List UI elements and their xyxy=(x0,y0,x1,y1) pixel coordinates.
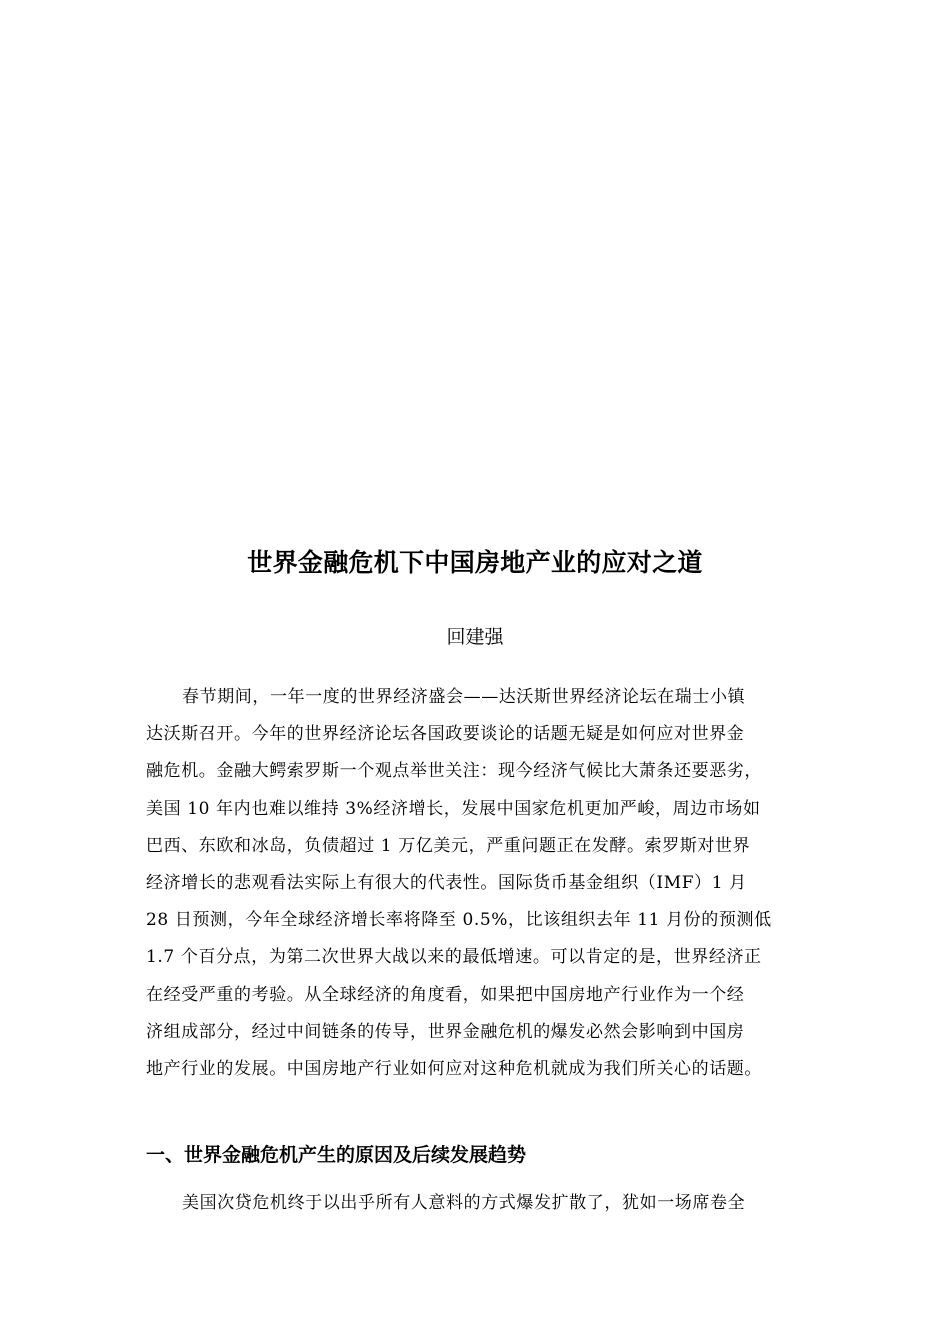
paragraph-line: 济组成部分，经过中间链条的传导，世界金融危机的爆发必然会影响到中国房 xyxy=(146,1021,745,1042)
paragraph-intro xyxy=(146,679,811,1088)
paragraph-line: 经济增长的悲观看法实际上有很大的代表性。国际货币基金组织（IMF）1 月 xyxy=(146,872,747,893)
paragraph-section1 xyxy=(146,1185,811,1222)
paragraph-line: 融危机。金融大鳄索罗斯一个观点举世关注：现今经济气候比大萧条还要恶劣， xyxy=(146,761,762,782)
author-name: 回建强 xyxy=(446,626,504,648)
document-title: 世界金融危机下中国房地产业的应对之道 xyxy=(247,548,703,577)
paragraph-line: 28 日预测，今年全球经济增长率将降至 0.5%，比该组织去年 11 月份的预测低 xyxy=(146,910,772,931)
paragraph-line: 达沃斯召开。今年的世界经济论坛各国政要谈论的话题无疑是如何应对世界金 xyxy=(146,724,745,745)
paragraph-line: 地产行业的发展。中国房地产行业如何应对这种危机就成为我们所关心的话题。 xyxy=(146,1058,762,1079)
paragraph-line: 美国 10 年内也难以维持 3%经济增长，发展中国家危机更加严峻，周边市场如 xyxy=(146,798,761,819)
paragraph-line: 在经受严重的考验。从全球经济的角度看，如果把中国房地产行业作为一个经 xyxy=(146,984,745,1005)
paragraph-line: 1.7 个百分点，为第二次世界大战以来的最低增速。可以肯定的是，世界经济正 xyxy=(146,947,762,968)
paragraph-line: 美国次贷危机终于以出乎所有人意料的方式爆发扩散了，犹如一场席卷全 xyxy=(182,1193,746,1213)
paragraph-line: 春节期间，一年一度的世界经济盛会——达沃斯世界经济论坛在瑞士小镇 xyxy=(182,687,746,707)
section-heading: 一、世界金融危机产生的原因及后续发展趋势 xyxy=(146,1144,527,1166)
paragraph-line: 巴西、东欧和冰岛，负债超过 1 万亿美元，严重问题正在发酵。索罗斯对世界 xyxy=(146,835,751,856)
